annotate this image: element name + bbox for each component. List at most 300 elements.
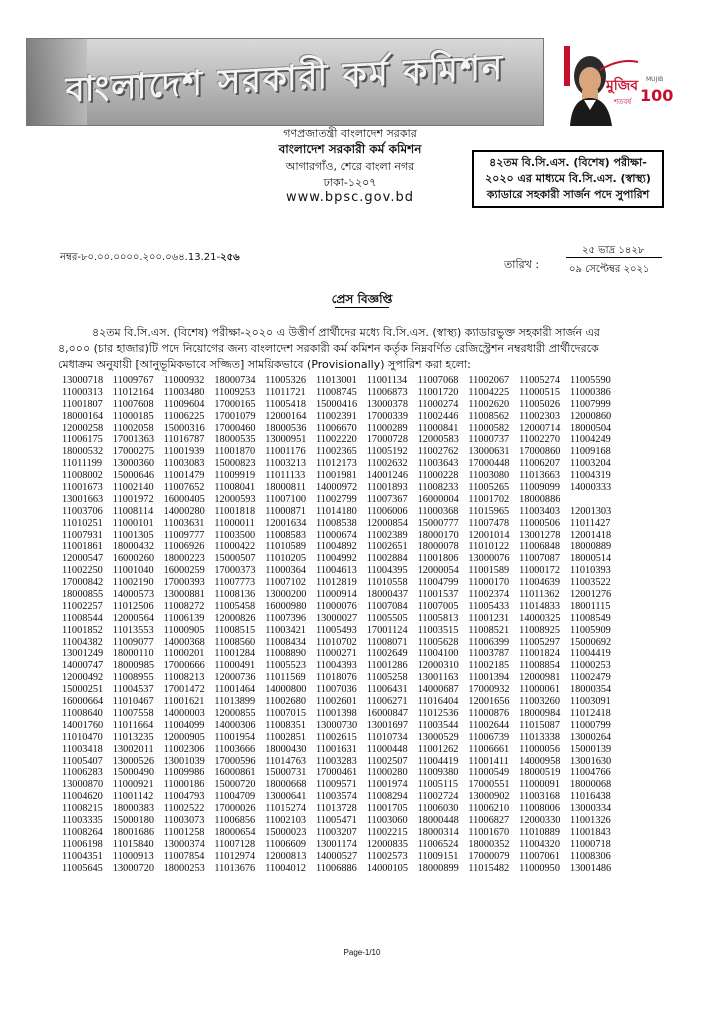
registration-number: 15000139 [569, 743, 612, 755]
registration-number: 11000274 [417, 398, 459, 410]
registration-row [62, 660, 672, 672]
registration-number: 11000056 [519, 743, 560, 755]
registration-number: 17001363 [112, 434, 154, 446]
registration-number: 13000631 [468, 446, 510, 458]
registration-row [62, 518, 672, 530]
registration-number: 13000881 [163, 589, 205, 601]
registration-number: 18000985 [112, 660, 154, 672]
registration-number: 11008306 [569, 850, 611, 862]
registration-number: 11002257 [62, 600, 103, 612]
registration-number: 11004319 [569, 470, 611, 482]
registration-number: 12001634 [265, 517, 307, 529]
registration-row [62, 827, 672, 839]
registration-number: 11010470 [62, 731, 103, 743]
registration-number: 11001843 [569, 826, 611, 838]
registration-number: 18000448 [417, 814, 459, 826]
registration-number: 11011362 [519, 589, 560, 601]
registration-number: 13000264 [569, 731, 612, 743]
registration-number: 12000905 [163, 731, 205, 743]
body-line-1: ৪২তম বি.সি.এস. (বিশেষ) পরীক্ষা-২০২০ এ উত্তীর্ণ প্রার্থীদের মধ্যে বি.সি.এস. (স্বাস্থ্য) ক্যাডারভুক্ত সহকারী সার্জন এর [92, 326, 600, 339]
registration-number: 11001807 [62, 398, 103, 410]
registration-number: 11003283 [315, 755, 357, 767]
registration-number: 11011664 [112, 719, 154, 731]
registration-number: 11002365 [315, 446, 357, 458]
registration-number: 11001720 [417, 386, 459, 398]
registration-number: 11009919 [214, 470, 256, 482]
registration-number: 11008925 [519, 624, 560, 636]
registration-number: 11014180 [315, 505, 357, 517]
registration-number: 11006609 [265, 838, 306, 850]
registration-number: 11008890 [265, 648, 306, 660]
registration-number: 11000491 [214, 660, 256, 672]
registration-number: 11002479 [569, 672, 611, 684]
registration-number: 11005628 [417, 636, 459, 648]
registration-number: 17000728 [366, 434, 408, 446]
registration-number: 11008006 [519, 803, 560, 815]
registration-number: 11001040 [112, 565, 154, 577]
registration-number: 17000373 [214, 565, 256, 577]
registration-number: 11012173 [315, 458, 357, 470]
registration-number: 11000313 [62, 386, 103, 398]
registration-number: 13001039 [163, 755, 205, 767]
registration-number: 11001284 [214, 648, 256, 660]
registration-number: 11001589 [468, 565, 510, 577]
registration-number: 13001163 [417, 672, 459, 684]
registration-number: 11005523 [265, 660, 306, 672]
registration-number: 14000306 [214, 719, 256, 731]
registration-number: 15000416 [315, 398, 358, 410]
registration-number: 18000899 [417, 862, 459, 874]
registration-number: 11009986 [163, 767, 205, 779]
registration-number: 11007087 [519, 553, 560, 565]
registration-number: 15000720 [214, 779, 256, 791]
registration-number: 11010467 [112, 696, 154, 708]
registration-number: 11003787 [468, 648, 510, 660]
registration-number: 11010558 [366, 577, 408, 589]
registration-number: 11006431 [366, 684, 408, 696]
registration-number: 11005297 [519, 636, 560, 648]
registration-number: 12000714 [519, 422, 561, 434]
registration-row [62, 411, 672, 423]
registration-number: 11014763 [265, 755, 306, 767]
registration-number: 14000003 [163, 707, 205, 719]
registration-number: 11004320 [519, 838, 560, 850]
registration-number: 11003421 [265, 624, 306, 636]
registration-row [62, 803, 672, 815]
registration-number: 17001472 [163, 684, 205, 696]
registration-number: 11000186 [163, 779, 205, 791]
registration-number: 14000368 [163, 636, 205, 648]
registration-number: 18000437 [366, 589, 408, 601]
registration-number: 11002446 [417, 410, 459, 422]
registration-number: 11009253 [214, 386, 256, 398]
registration-number: 11011569 [265, 672, 306, 684]
registration-number: 11004766 [569, 767, 611, 779]
header-government: গণপ্রজাতন্ত্রী বাংলাদেশ সরকার [283, 127, 417, 140]
registration-number: 11006139 [163, 612, 205, 624]
registration-number: 11005326 [265, 375, 306, 386]
registration-number: 18000855 [62, 589, 104, 601]
memo-number-prefix: নম্বর-৮০.০০.০০০০.২০০.০৬৪.13.21- [60, 252, 221, 263]
registration-number: 11015965 [468, 505, 510, 517]
registration-number: 15000490 [112, 767, 154, 779]
registration-number: 11006661 [468, 743, 510, 755]
registration-number: 11006739 [468, 731, 510, 743]
registration-number: 18000535 [214, 434, 256, 446]
registration-number: 11001893 [366, 482, 408, 494]
date-english: ০৯ সেপ্টেম্বর ২০২১ [569, 264, 650, 275]
registration-number: 11010734 [366, 731, 408, 743]
memo-number-suffix: ২৫৬ [220, 252, 240, 263]
registration-number: 11001394 [468, 672, 510, 684]
registration-number: 11001326 [569, 814, 611, 826]
registration-number: 11006670 [315, 422, 357, 434]
registration-number: 14000573 [112, 589, 154, 601]
registration-number: 12001418 [569, 529, 612, 541]
registration-number: 11004099 [163, 719, 205, 731]
registration-number: 18000811 [265, 482, 306, 494]
registration-number: 11000905 [163, 624, 205, 636]
registration-number: 17000079 [468, 850, 510, 862]
registration-number: 11005458 [214, 600, 256, 612]
registration-row [62, 696, 672, 708]
registration-number: 11005813 [417, 612, 459, 624]
registration-number: 11003403 [519, 505, 560, 517]
registration-number: 11004382 [62, 636, 103, 648]
registration-row [62, 672, 672, 684]
registration-number: 12000981 [519, 672, 561, 684]
registration-number: 11007854 [163, 850, 205, 862]
registration-number: 11016404 [417, 696, 459, 708]
registration-number: 11014833 [519, 600, 560, 612]
registration-row [62, 387, 672, 399]
registration-number: 11007558 [112, 707, 154, 719]
registration-number: 11013338 [519, 731, 560, 743]
mujib-borsho-logo [560, 40, 672, 126]
registration-number: 11002573 [366, 850, 408, 862]
registration-number: 11000101 [112, 517, 154, 529]
registration-number: 11001631 [315, 743, 357, 755]
registration-number: 11001670 [468, 826, 510, 838]
registration-number: 11008264 [62, 826, 103, 838]
registration-number: 17000551 [468, 779, 510, 791]
logo-100: 100 [640, 86, 674, 105]
registration-number: 11004419 [417, 755, 459, 767]
registration-number: 11000228 [417, 470, 459, 482]
registration-number: 11001870 [214, 446, 256, 458]
registration-number: 17000666 [163, 660, 205, 672]
registration-number: 11006856 [214, 814, 256, 826]
registration-number: 11001262 [417, 743, 459, 755]
registration-row [62, 720, 672, 732]
registration-number: 11000280 [366, 767, 408, 779]
registration-number: 17000842 [62, 577, 104, 589]
registration-number: 11005471 [315, 814, 357, 826]
registration-number: 11009099 [519, 482, 560, 494]
registration-number: 16000664 [62, 696, 104, 708]
registration-number: 11012418 [569, 707, 611, 719]
registration-number: 11004793 [163, 791, 205, 803]
registration-number: 11001134 [366, 375, 408, 386]
registration-number: 11000674 [315, 529, 357, 541]
registration-number: 11002374 [468, 589, 510, 601]
registration-number: 13001697 [366, 719, 408, 731]
registration-row [62, 708, 672, 720]
registration-number: 11008351 [265, 719, 306, 731]
registration-number: 15000507 [214, 553, 256, 565]
registration-number: 11001852 [62, 624, 103, 636]
registration-number: 11005505 [366, 612, 408, 624]
registration-number: 11010702 [315, 636, 357, 648]
registration-row [62, 815, 672, 827]
registration-number: 14000105 [366, 862, 408, 874]
registration-number: 11001818 [214, 505, 256, 517]
registration-number: 11000737 [468, 434, 510, 446]
registration-number: 15000316 [163, 422, 205, 434]
registration-row [62, 732, 672, 744]
registration-number: 17000461 [315, 767, 358, 779]
registration-number: 11001231 [468, 612, 510, 624]
registration-number: 11001673 [62, 482, 103, 494]
registration-number: 14001760 [62, 719, 104, 731]
registration-number: 11007015 [265, 707, 306, 719]
registration-row [62, 530, 672, 542]
registration-number: 13000641 [265, 791, 307, 803]
registration-number: 11006524 [417, 838, 459, 850]
registration-number: 18000984 [519, 707, 561, 719]
registration-number: 11007061 [519, 850, 560, 862]
registration-row [62, 648, 672, 660]
registration-number: 11004419 [569, 648, 611, 660]
registration-number: 11007128 [214, 838, 256, 850]
registration-number: 11004249 [569, 434, 611, 446]
registration-number: 11008294 [366, 791, 408, 803]
registration-number: 17000596 [214, 755, 256, 767]
registration-number: 11008272 [163, 600, 205, 612]
registration-number: 11011133 [265, 470, 306, 482]
registration-number: 11002270 [519, 434, 560, 446]
registration-number: 16000861 [214, 767, 256, 779]
registration-number: 11008213 [163, 672, 205, 684]
registration-number: 11008114 [112, 505, 154, 517]
registration-number: 11000253 [569, 660, 611, 672]
header-commission: বাংলাদেশ সরকারী কর্ম কমিশন [278, 142, 422, 156]
registration-number: 12001656 [468, 696, 510, 708]
registration-number: 11009571 [315, 779, 357, 791]
registration-number: 11004709 [214, 791, 256, 803]
registration-number: 11013676 [214, 862, 256, 874]
registration-number: 18000889 [569, 541, 612, 553]
registration-number: 11000185 [112, 410, 154, 422]
registration-number: 11001142 [112, 791, 154, 803]
registration-number: 11002724 [417, 791, 459, 803]
registration-number: 11006175 [62, 434, 103, 446]
registration-number: 18000430 [265, 743, 307, 755]
registration-number: 11007652 [163, 482, 205, 494]
registration-number: 12001303 [569, 505, 612, 517]
registration-number: 11009168 [569, 446, 611, 458]
registration-number: 11003418 [62, 743, 103, 755]
registration-number: 11015840 [112, 838, 154, 850]
registration-number: 11007773 [214, 577, 256, 589]
registration-row [62, 779, 672, 791]
registration-number: 14001246 [366, 470, 408, 482]
registration-number: 13000360 [112, 458, 154, 470]
registration-number: 12000583 [417, 434, 459, 446]
registration-number: 15000731 [265, 767, 307, 779]
registration-number: 12000258 [62, 422, 104, 434]
registration-number: 11001824 [519, 648, 560, 660]
registration-number: 11009380 [417, 767, 459, 779]
registration-number: 11008521 [468, 624, 510, 636]
registration-number: 11006283 [62, 767, 103, 779]
registration-number: 11006399 [468, 636, 510, 648]
registration-number: 13000902 [468, 791, 510, 803]
registration-number: 11012819 [315, 577, 357, 589]
registration-number: 11008515 [214, 624, 256, 636]
registration-number: 12000054 [417, 565, 459, 577]
registration-number: 11010122 [468, 541, 510, 553]
registration-number: 18000078 [417, 541, 459, 553]
registration-number: 15000646 [112, 470, 154, 482]
registration-number: 17000339 [366, 410, 408, 422]
registration-row [62, 791, 672, 803]
registration-number: 11010589 [265, 541, 306, 553]
registration-number: 11004012 [265, 862, 306, 874]
registration-number: 17000026 [214, 803, 256, 815]
registration-number: 13000951 [265, 434, 307, 446]
registration-number: 11008071 [366, 636, 408, 648]
registration-number: 11001464 [214, 684, 256, 696]
registration-number: 11000876 [468, 707, 510, 719]
registration-number: 11013728 [315, 803, 357, 815]
registration-number: 18000886 [519, 493, 561, 505]
registration-row [62, 625, 672, 637]
registration-number: 11008538 [315, 517, 357, 529]
registration-number: 11009767 [112, 375, 154, 386]
registration-number: 11000549 [468, 767, 510, 779]
logo-mujib-english: MUJIB [646, 76, 664, 83]
registration-number: 11001398 [315, 707, 357, 719]
registration-number: 15000251 [62, 684, 104, 696]
registration-number: 11003204 [569, 458, 611, 470]
registration-number: 18000352 [468, 838, 510, 850]
registration-number: 14000325 [519, 612, 561, 624]
header-address: আগারগাঁও, শেরে বাংলা নগর [285, 160, 415, 173]
registration-number: 14000687 [417, 684, 459, 696]
registration-number: 11005909 [569, 624, 611, 636]
registration-number: 11007068 [417, 375, 459, 386]
registration-number: 11007084 [366, 600, 408, 612]
registration-row [62, 744, 672, 756]
registration-number: 11001972 [112, 493, 154, 505]
registration-row [62, 399, 672, 411]
registration-number: 11004395 [366, 565, 408, 577]
registration-number: 11005590 [569, 375, 611, 386]
registration-row [62, 851, 672, 863]
body-line-3: মেধাক্রম অনুযায়ী [আনুভূমিকভাবে সজ্জিত] সাময়িকভাবে (Provisionally) সুপারিশ করা হলো: [58, 358, 471, 371]
registration-number: 13001278 [519, 529, 561, 541]
registration-number: 11011721 [265, 386, 306, 398]
registration-number: 11005493 [315, 624, 357, 636]
registration-number: 11013663 [519, 470, 560, 482]
registration-number: 12000164 [265, 410, 307, 422]
registration-number: 11007036 [315, 684, 357, 696]
registration-number: 11002632 [366, 458, 408, 470]
registration-number: 18000170 [417, 529, 459, 541]
registration-number: 11000201 [163, 648, 205, 660]
registration-number: 11000871 [265, 505, 306, 517]
registration-number: 11013899 [214, 696, 256, 708]
registration-number: 13000076 [468, 553, 510, 565]
registration-number: 11001954 [214, 731, 256, 743]
registration-number: 11015087 [519, 719, 560, 731]
registration-number: 11000011 [214, 517, 255, 529]
registration-number: 18000164 [62, 410, 104, 422]
registration-number: 11003080 [468, 470, 510, 482]
registration-number: 13000378 [366, 398, 408, 410]
registration-number: 11004892 [315, 541, 357, 553]
registration-number: 11008233 [417, 482, 459, 494]
registration-number: 11000913 [112, 850, 154, 862]
registration-number: 11002250 [62, 565, 103, 577]
notice-subject-line-2: ২০২০ এর মাধ্যমে বি.সি.এস. (স্বাস্থ্য) [485, 172, 651, 185]
registration-number: 11007478 [468, 517, 510, 529]
registration-row [62, 423, 672, 435]
registration-number: 11000841 [417, 422, 459, 434]
registration-number: 11002190 [112, 577, 154, 589]
registration-number-list [62, 375, 672, 874]
registration-number: 11013001 [315, 375, 357, 386]
registration-number: 18000668 [265, 779, 307, 791]
body-line-2: ৪,০০০ (চার হাজার)টি পদে নিয়োগের জন্য বাংলাদেশ সরকারী কর্ম কমিশন কর্তৃক নিম্নবর্ণিত রেজিস্ট্রেশন নম্বরধারী প্রার্থীদেরকে [58, 342, 599, 355]
header-website: www.bpsc.gov.bd [286, 190, 414, 205]
registration-number: 11008549 [569, 612, 611, 624]
registration-number: 11002306 [163, 743, 205, 755]
registration-number: 11005258 [366, 672, 408, 684]
registration-number: 11003335 [62, 814, 103, 826]
registration-number: 16000004 [417, 493, 459, 505]
banner-text: বাংলাদেশ সরকারী কর্ম কমিশন [65, 47, 505, 111]
registration-number: 11003574 [315, 791, 357, 803]
registration-number: 11010251 [62, 517, 103, 529]
registration-number: 18000383 [112, 803, 154, 815]
registration-number: 11005645 [62, 862, 103, 874]
registration-number: 15000023 [265, 826, 307, 838]
registration-number: 11000368 [417, 505, 459, 517]
registration-number: 11015274 [265, 803, 306, 815]
registration-number: 11003643 [417, 458, 459, 470]
registration-number: 11003091 [569, 696, 611, 708]
registration-number: 11003706 [62, 505, 103, 517]
registration-number: 11002762 [417, 446, 459, 458]
registration-number: 11004537 [112, 684, 154, 696]
registration-number: 17001079 [214, 410, 256, 422]
registration-row [62, 482, 672, 494]
registration-number: 11005274 [519, 375, 560, 386]
registration-number: 12000492 [62, 672, 104, 684]
registration-number: 11001974 [366, 779, 408, 791]
registration-number: 12000564 [112, 612, 154, 624]
registration-number: 14000333 [569, 482, 612, 494]
registration-number: 11002649 [366, 648, 408, 660]
registration-number: 11012506 [112, 600, 154, 612]
registration-number: 11001939 [163, 446, 205, 458]
registration-row [62, 375, 672, 387]
registration-number: 11002507 [366, 755, 408, 767]
registration-number: 11000506 [519, 517, 560, 529]
registration-number: 11006873 [366, 386, 408, 398]
